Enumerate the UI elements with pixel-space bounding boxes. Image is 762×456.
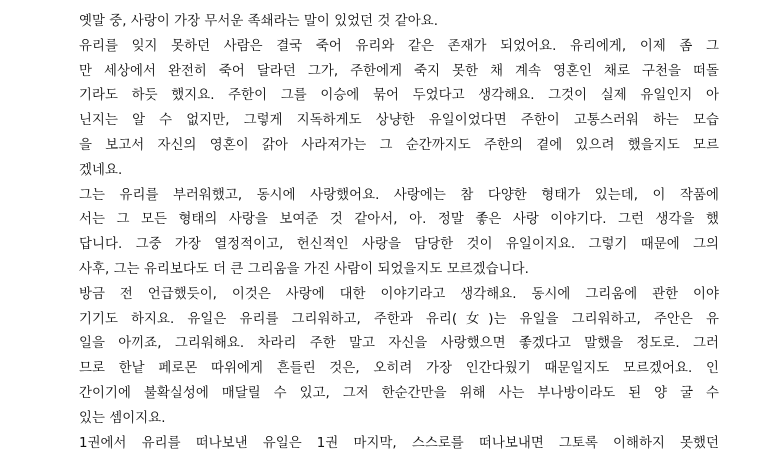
text-line: 기라도 하듯 했지요. 주한이 그를 이승에 묶어 두었다고 생각해요. 그것이 실제 유일인지 아 bbox=[79, 88, 719, 104]
text-line: 간이기에 불확실성에 매달릴 수 있고, 그저 한순간만을 위해 사는 부나방이라도 된 양 굴 수 bbox=[79, 385, 719, 401]
text-line: 그는 유리를 부러워했고, 동시에 사랑했어요. 사랑에는 참 다양한 형태가 있는데, 이 작품에 bbox=[79, 187, 719, 203]
text-line: 을 보고서 자신의 영혼이 갉아 사라져가는 그 순간까지도 주한의 곁에 있으려 했을지도 모르 bbox=[79, 137, 719, 153]
text-line: 유리를 잊지 못하던 사람은 결국 죽어 유리와 같은 존재가 되었어요. 유리에게, 이제 좀 그 bbox=[79, 38, 719, 54]
text-line: 서는 그 모든 형태의 사랑을 보여준 것 같아서, 아. 정말 좋은 사랑 이야기다. 그런 생각을 했 bbox=[79, 212, 719, 228]
text-line: 겠네요. bbox=[79, 162, 123, 178]
text-line: 닌지는 알 수 없지만, 그렇게 지독하게도 상냥한 유일이었다면 주한이 고통스러워 하는 모습 bbox=[79, 113, 719, 129]
text-line: 사후, 그는 유리보다도 더 큰 그리움을 가진 사람이 되었을지도 모르겠습니다. bbox=[79, 261, 529, 277]
text-line: 방금 전 언급했듯이, 이것은 사랑에 대한 이야기라고 생각해요. 동시에 그리움에 관한 이야 bbox=[79, 286, 719, 302]
text-line: 일을 아끼죠, 그리워해요. 차라리 주한 말고 자신을 사랑했으면 좋겠다고 말했을 정도로. 그러 bbox=[79, 336, 719, 352]
text-line: 만 세상에서 완전히 죽어 달라던 그가, 주한에게 죽지 못한 채 계속 영혼인 채로 구천을 떠돌 bbox=[79, 63, 719, 79]
text-line: 므로 한낱 페로몬 따위에게 흔들린 것은, 오히려 가장 인간다웠기 때문일지도 모르겠어요. 인 bbox=[79, 361, 719, 377]
text-line: 기기도 하지요. 유일은 유리를 그리워하고, 주한과 유리(女)는 유일을 그리워하고, 주안은 유 bbox=[79, 311, 719, 327]
text-line: 답니다. 그중 가장 열정적이고, 헌신적인 사랑을 담당한 것이 유일이지요. 그렇기 때문에 그의 bbox=[79, 237, 719, 253]
text-line: 있는 셈이지요. bbox=[79, 410, 166, 426]
text-line: 옛말 중, 사랑이 가장 무서운 족쇄라는 말이 있었던 것 같아요. bbox=[79, 14, 439, 29]
document-body bbox=[79, 10, 719, 456]
text-line: 1권에서 유리를 떠나보낸 유일은 1권 마지막, 스스로를 떠나보내면 그토록 이해하지 못했던 bbox=[79, 435, 719, 451]
